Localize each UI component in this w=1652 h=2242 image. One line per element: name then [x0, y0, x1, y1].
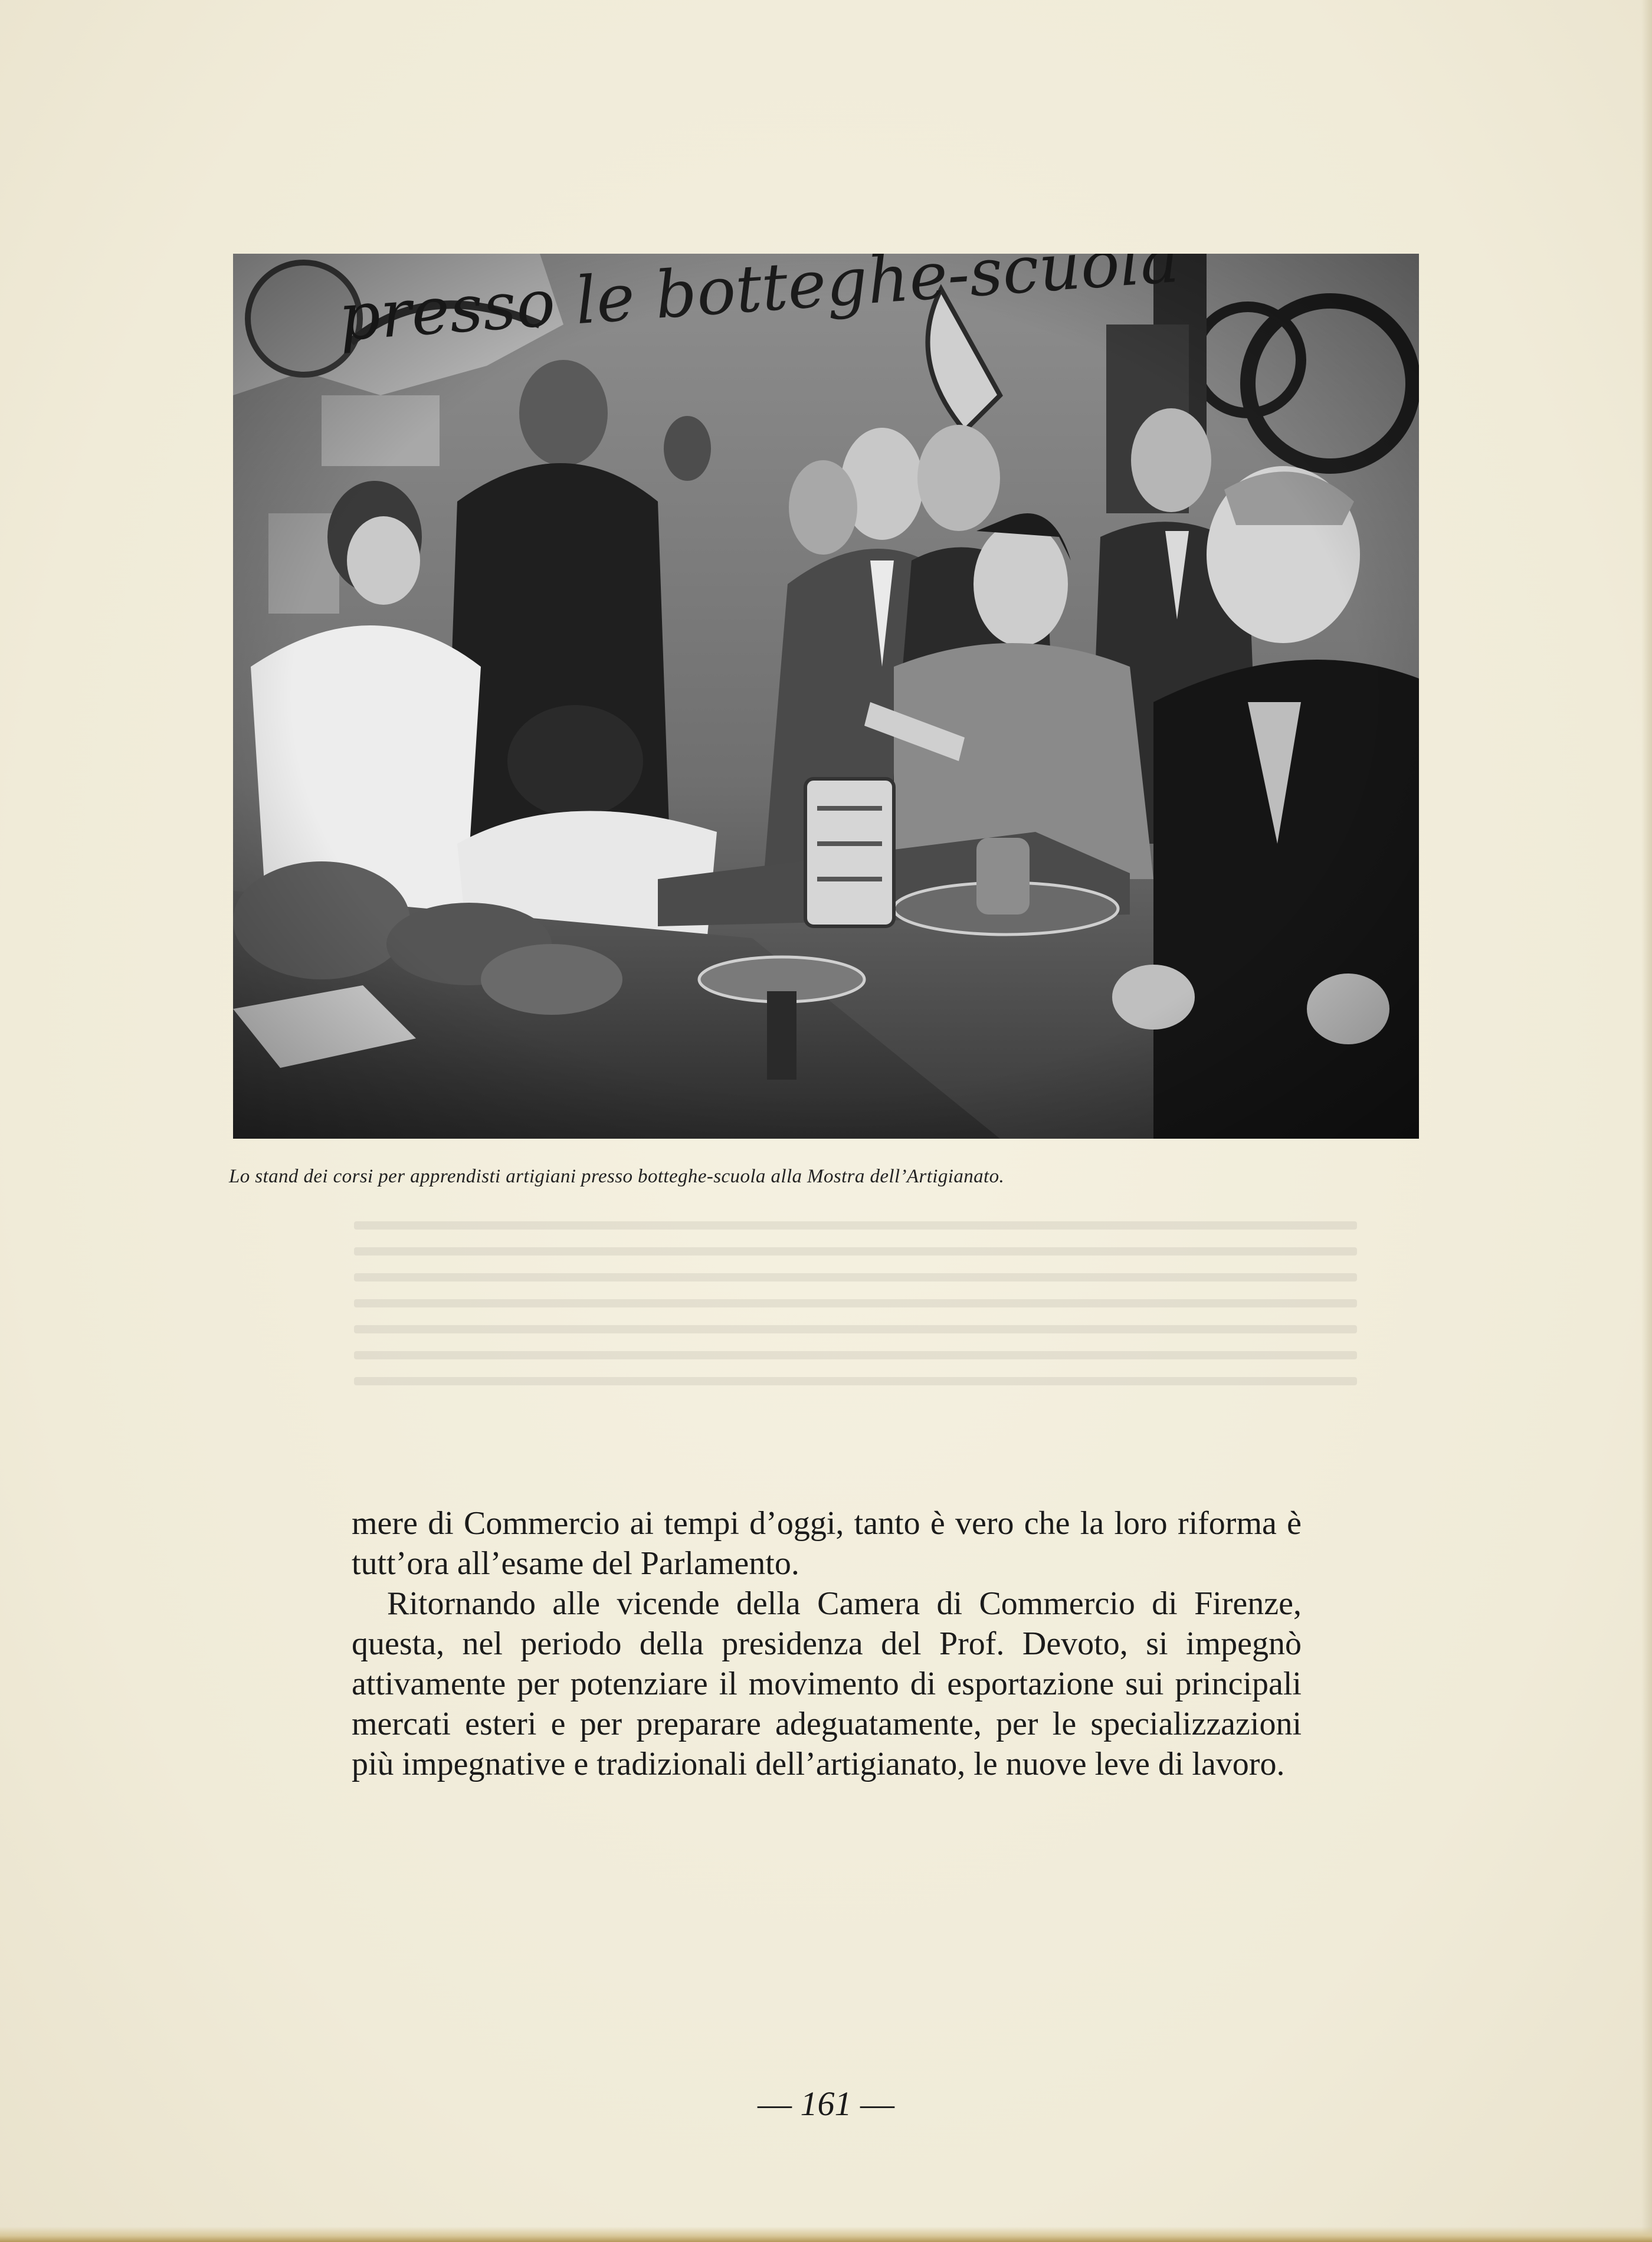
paragraph-1: mere di Commercio ai tempi d’oggi, tanto è vero che la loro riforma è tutt’ora all’esame del Parlamento.	[352, 1505, 1302, 1582]
photograph-illustration	[233, 254, 1419, 1139]
page-number	[0, 2084, 1652, 2123]
photograph	[233, 254, 1419, 1139]
page-number-dash-left: —	[758, 2084, 792, 2123]
page-number-value: 161	[800, 2084, 852, 2123]
bleed-through-text	[354, 1204, 1357, 1440]
page-edge-shadow	[1641, 0, 1652, 2242]
paragraph-2: Ritornando alle vicende della Camera di Commercio di Firenze, questa, nel periodo della presidenza del Prof. Devoto, si impegnò attivamente per potenziare il movimento di esportazione sui principali mercati esteri e per preparare adeguatamente, per le specializzazioni più impegnative e tradizionali dell’artigianato, le nuove leve di lavoro.	[352, 1585, 1302, 1782]
book-cover-edge	[0, 2227, 1652, 2242]
page-number-dash-right: —	[860, 2084, 894, 2123]
body-text	[352, 1503, 1302, 1784]
photo-caption: Lo stand dei corsi per apprendisti artigiani presso botteghe-scuola alla Mostra dell’Artigianato.	[229, 1166, 1005, 1187]
